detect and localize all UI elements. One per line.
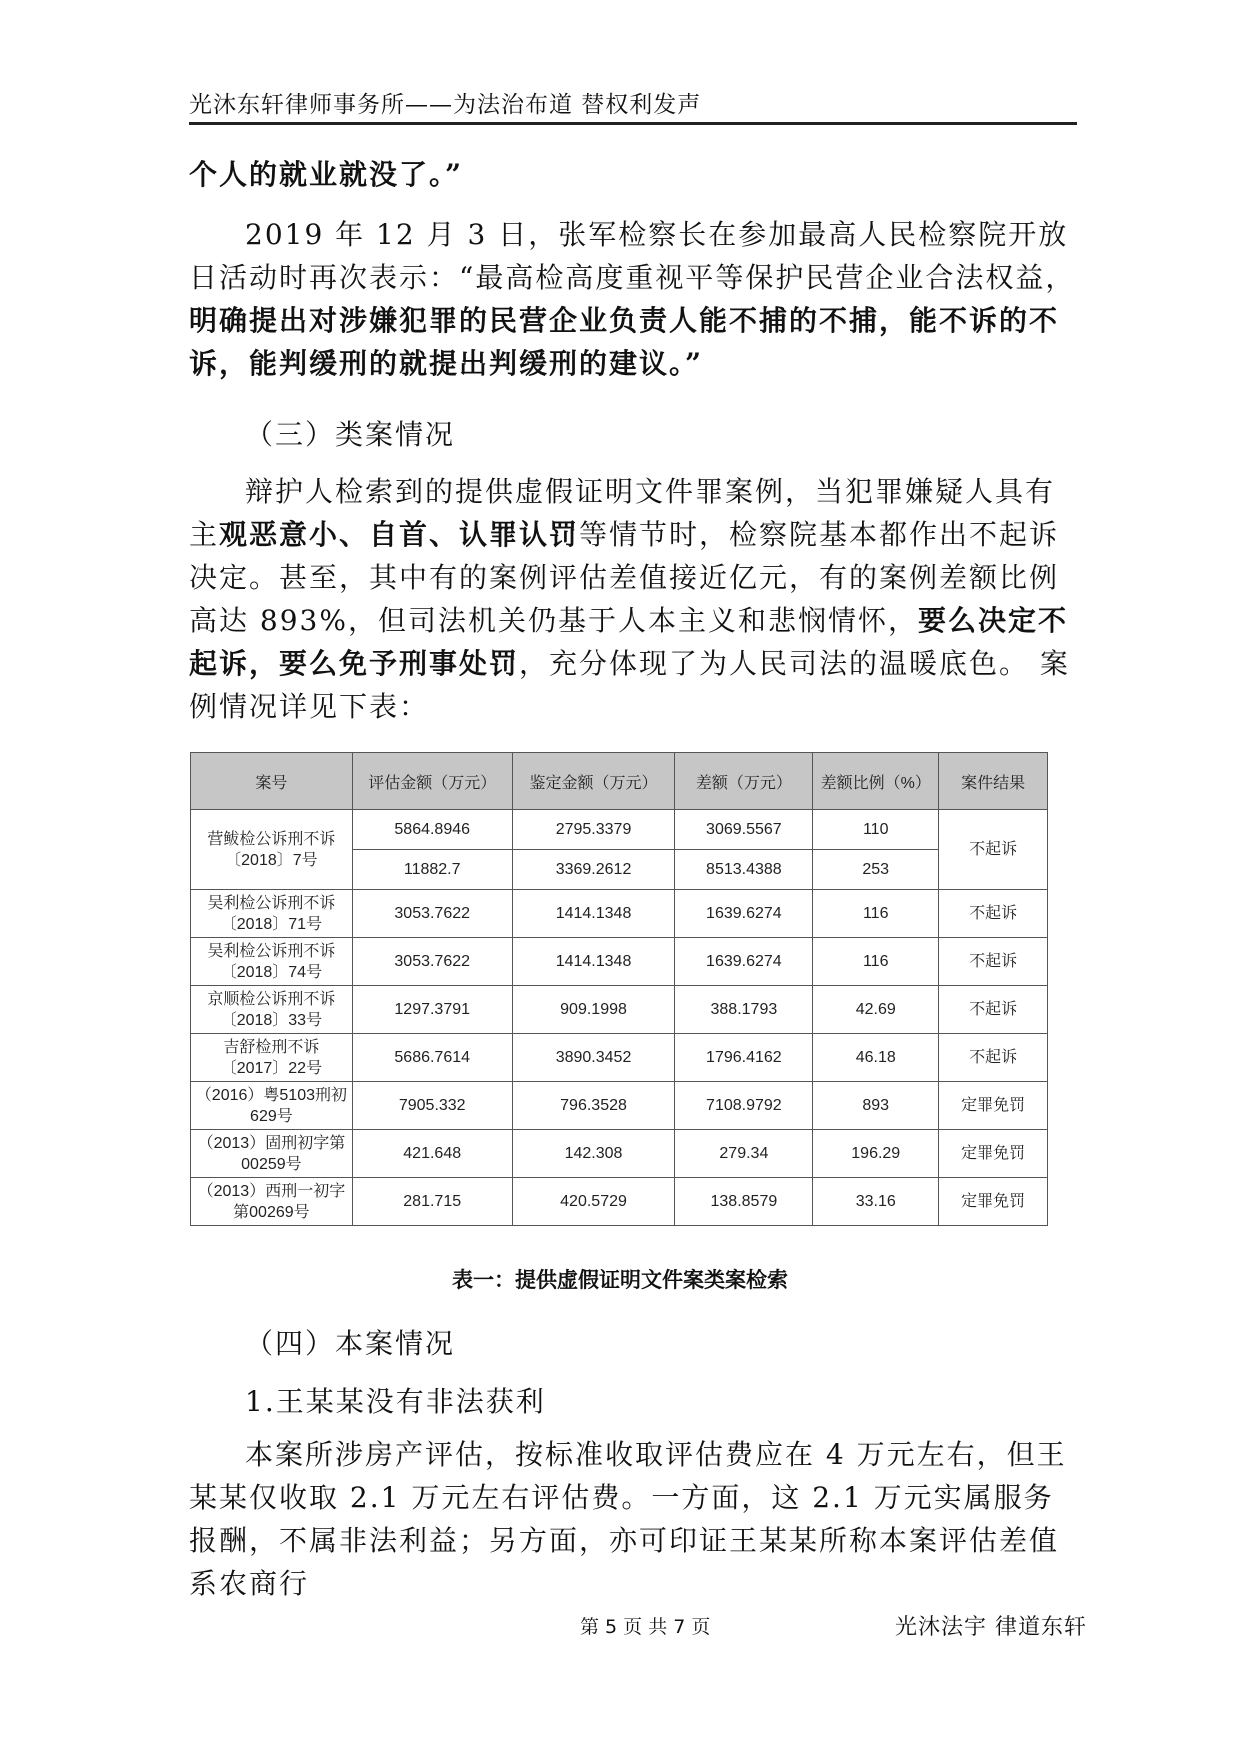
paragraph-1-text: 个人的就业就没了。” [189, 158, 464, 191]
cell-appraisal: 142.308 [512, 1130, 675, 1178]
cell-eval: 421.648 [352, 1130, 512, 1178]
cell-case-number: 京顺检公诉刑不诉〔2018〕33号 [191, 986, 353, 1034]
cell-ratio: 116 [813, 890, 939, 938]
cell-appraisal: 420.5729 [512, 1178, 675, 1226]
cell-ratio: 116 [813, 938, 939, 986]
paragraph-2-text: 2019 年 12 月 3 日，张军检察长在参加最高人民检察院开放日活动时再次表示：“最高检高度重视平等保护民营企业合法权益， [189, 218, 1076, 294]
cell-diff: 279.34 [675, 1130, 813, 1178]
cell-result: 不起诉 [939, 1034, 1048, 1082]
cell-diff: 138.8579 [675, 1178, 813, 1226]
table-header-row [191, 753, 1048, 810]
cell-appraisal: 1414.1348 [512, 938, 675, 986]
paragraph-3-text-a: 辩护人检索到的提供虚假证明文件罪案例，当犯罪嫌疑人具有主 [189, 475, 1056, 551]
cell-result: 不起诉 [939, 986, 1048, 1034]
cell-eval: 7905.332 [352, 1082, 512, 1130]
cell-diff: 7108.9792 [675, 1082, 813, 1130]
cell-case-number: （2013）固刑初字第00259号 [191, 1130, 353, 1178]
case-table [190, 752, 1048, 1226]
header-difference: 差额（万元） [675, 753, 813, 810]
paragraph-2-emphasis: 明确提出对涉嫌犯罪的民营企业负责人能不捕的不捕，能不诉的不诉，能判缓刑的就提出判缓刑的建议。” [189, 304, 1060, 380]
cell-appraisal: 3369.2612 [512, 850, 675, 890]
cell-ratio: 33.16 [813, 1178, 939, 1226]
page-number: 第 5 页 共 7 页 [580, 1616, 711, 1638]
header-case-result: 案件结果 [939, 753, 1048, 810]
cell-diff: 1796.4162 [675, 1034, 813, 1082]
cell-case-number: （2013）西刑一初字第00269号 [191, 1178, 353, 1226]
page-header: 光沐东轩律师事务所——为法治布道 替权利发声 [189, 92, 702, 118]
section-heading-4: （四）本案情况 [245, 1327, 456, 1360]
paragraph-1 [189, 153, 1079, 196]
cell-ratio: 196.29 [813, 1130, 939, 1178]
cell-eval: 3053.7622 [352, 890, 512, 938]
cell-eval: 5686.7614 [352, 1034, 512, 1082]
cell-appraisal: 909.1998 [512, 986, 675, 1034]
header-appraisal-amount: 鉴定金额（万元） [512, 753, 675, 810]
cell-ratio: 42.69 [813, 986, 939, 1034]
paragraph-3-text-c: ，充分体现了为人民司法的温暖底色。 案例情况详见下表： [189, 647, 1070, 723]
table-row [191, 1034, 1048, 1082]
table-row [191, 890, 1048, 938]
cell-ratio: 253 [813, 850, 939, 890]
table-row [191, 1178, 1048, 1226]
cell-eval: 281.715 [352, 1178, 512, 1226]
cell-result: 定罪免罚 [939, 1130, 1048, 1178]
cell-diff: 388.1793 [675, 986, 813, 1034]
cell-appraisal: 796.3528 [512, 1082, 675, 1130]
paragraph-4: 本案所涉房产评估，按标准收取评估费应在 4 万元左右，但王某某仅收取 2.1 万元左右评估费。一方面，这 2.1 万元实属服务报酬，不属非法利益；另方面，亦可印证王某某所称本案评估差值系农商行 [189, 1438, 1067, 1600]
paragraph-2 [189, 213, 1079, 385]
table-row [191, 810, 1048, 850]
cell-result: 定罪免罚 [939, 1082, 1048, 1130]
cell-case-number: 吴利检公诉刑不诉〔2018〕71号 [191, 890, 353, 938]
table-row [191, 1130, 1048, 1178]
cell-case-number: 吴利检公诉刑不诉〔2018〕74号 [191, 938, 353, 986]
table-row [191, 986, 1048, 1034]
paragraph-3-text-b: 等情节时，检察院基本都作出不起诉决定。甚至，其中有的案例评估差值接近亿元，有的案例差额比例高达 893%，但司法机关仍基于人本主义和悲悯情怀， [189, 518, 1060, 637]
cell-case-number: （2016）粤5103刑初629号 [191, 1082, 353, 1130]
cell-eval: 3053.7622 [352, 938, 512, 986]
cell-ratio: 46.18 [813, 1034, 939, 1082]
paragraph-3-emphasis-b: 要么决定不起诉，要么免予刑事处罚 [189, 604, 1068, 680]
cell-diff: 1639.6274 [675, 890, 813, 938]
cell-case-number: 营鲅检公诉刑不诉〔2018〕7号 [191, 810, 353, 890]
header-divider [189, 122, 1077, 125]
cell-eval: 11882.7 [352, 850, 512, 890]
header-eval-amount: 评估金额（万元） [352, 753, 512, 810]
cell-ratio: 893 [813, 1082, 939, 1130]
cell-result: 不起诉 [939, 810, 1048, 890]
header-difference-ratio: 差额比例（%） [813, 753, 939, 810]
cell-ratio: 110 [813, 810, 939, 850]
cell-diff: 3069.5567 [675, 810, 813, 850]
paragraph-3 [189, 470, 1079, 728]
table-caption: 表一：提供虚假证明文件案类案检索 [452, 1268, 788, 1292]
cell-eval: 1297.3791 [352, 986, 512, 1034]
cell-diff: 8513.4388 [675, 850, 813, 890]
header-case-number: 案号 [191, 753, 353, 810]
cell-result: 不起诉 [939, 890, 1048, 938]
cell-case-number: 吉舒检刑不诉〔2017〕22号 [191, 1034, 353, 1082]
cell-appraisal: 1414.1348 [512, 890, 675, 938]
cell-result: 定罪免罚 [939, 1178, 1048, 1226]
subsection-heading-4-1: 1.王某某没有非法获利 [245, 1385, 546, 1418]
footer-brand: 光沐法宇 律道东轩 [895, 1615, 1087, 1640]
cell-appraisal: 2795.3379 [512, 810, 675, 850]
cell-diff: 1639.6274 [675, 938, 813, 986]
table-row [191, 938, 1048, 986]
cell-appraisal: 3890.3452 [512, 1034, 675, 1082]
section-heading-3: （三）类案情况 [245, 418, 456, 451]
cell-eval: 5864.8946 [352, 810, 512, 850]
table-row [191, 1082, 1048, 1130]
cell-result: 不起诉 [939, 938, 1048, 986]
paragraph-3-emphasis-a: 观恶意小、自首、认罪认罚 [219, 518, 580, 551]
